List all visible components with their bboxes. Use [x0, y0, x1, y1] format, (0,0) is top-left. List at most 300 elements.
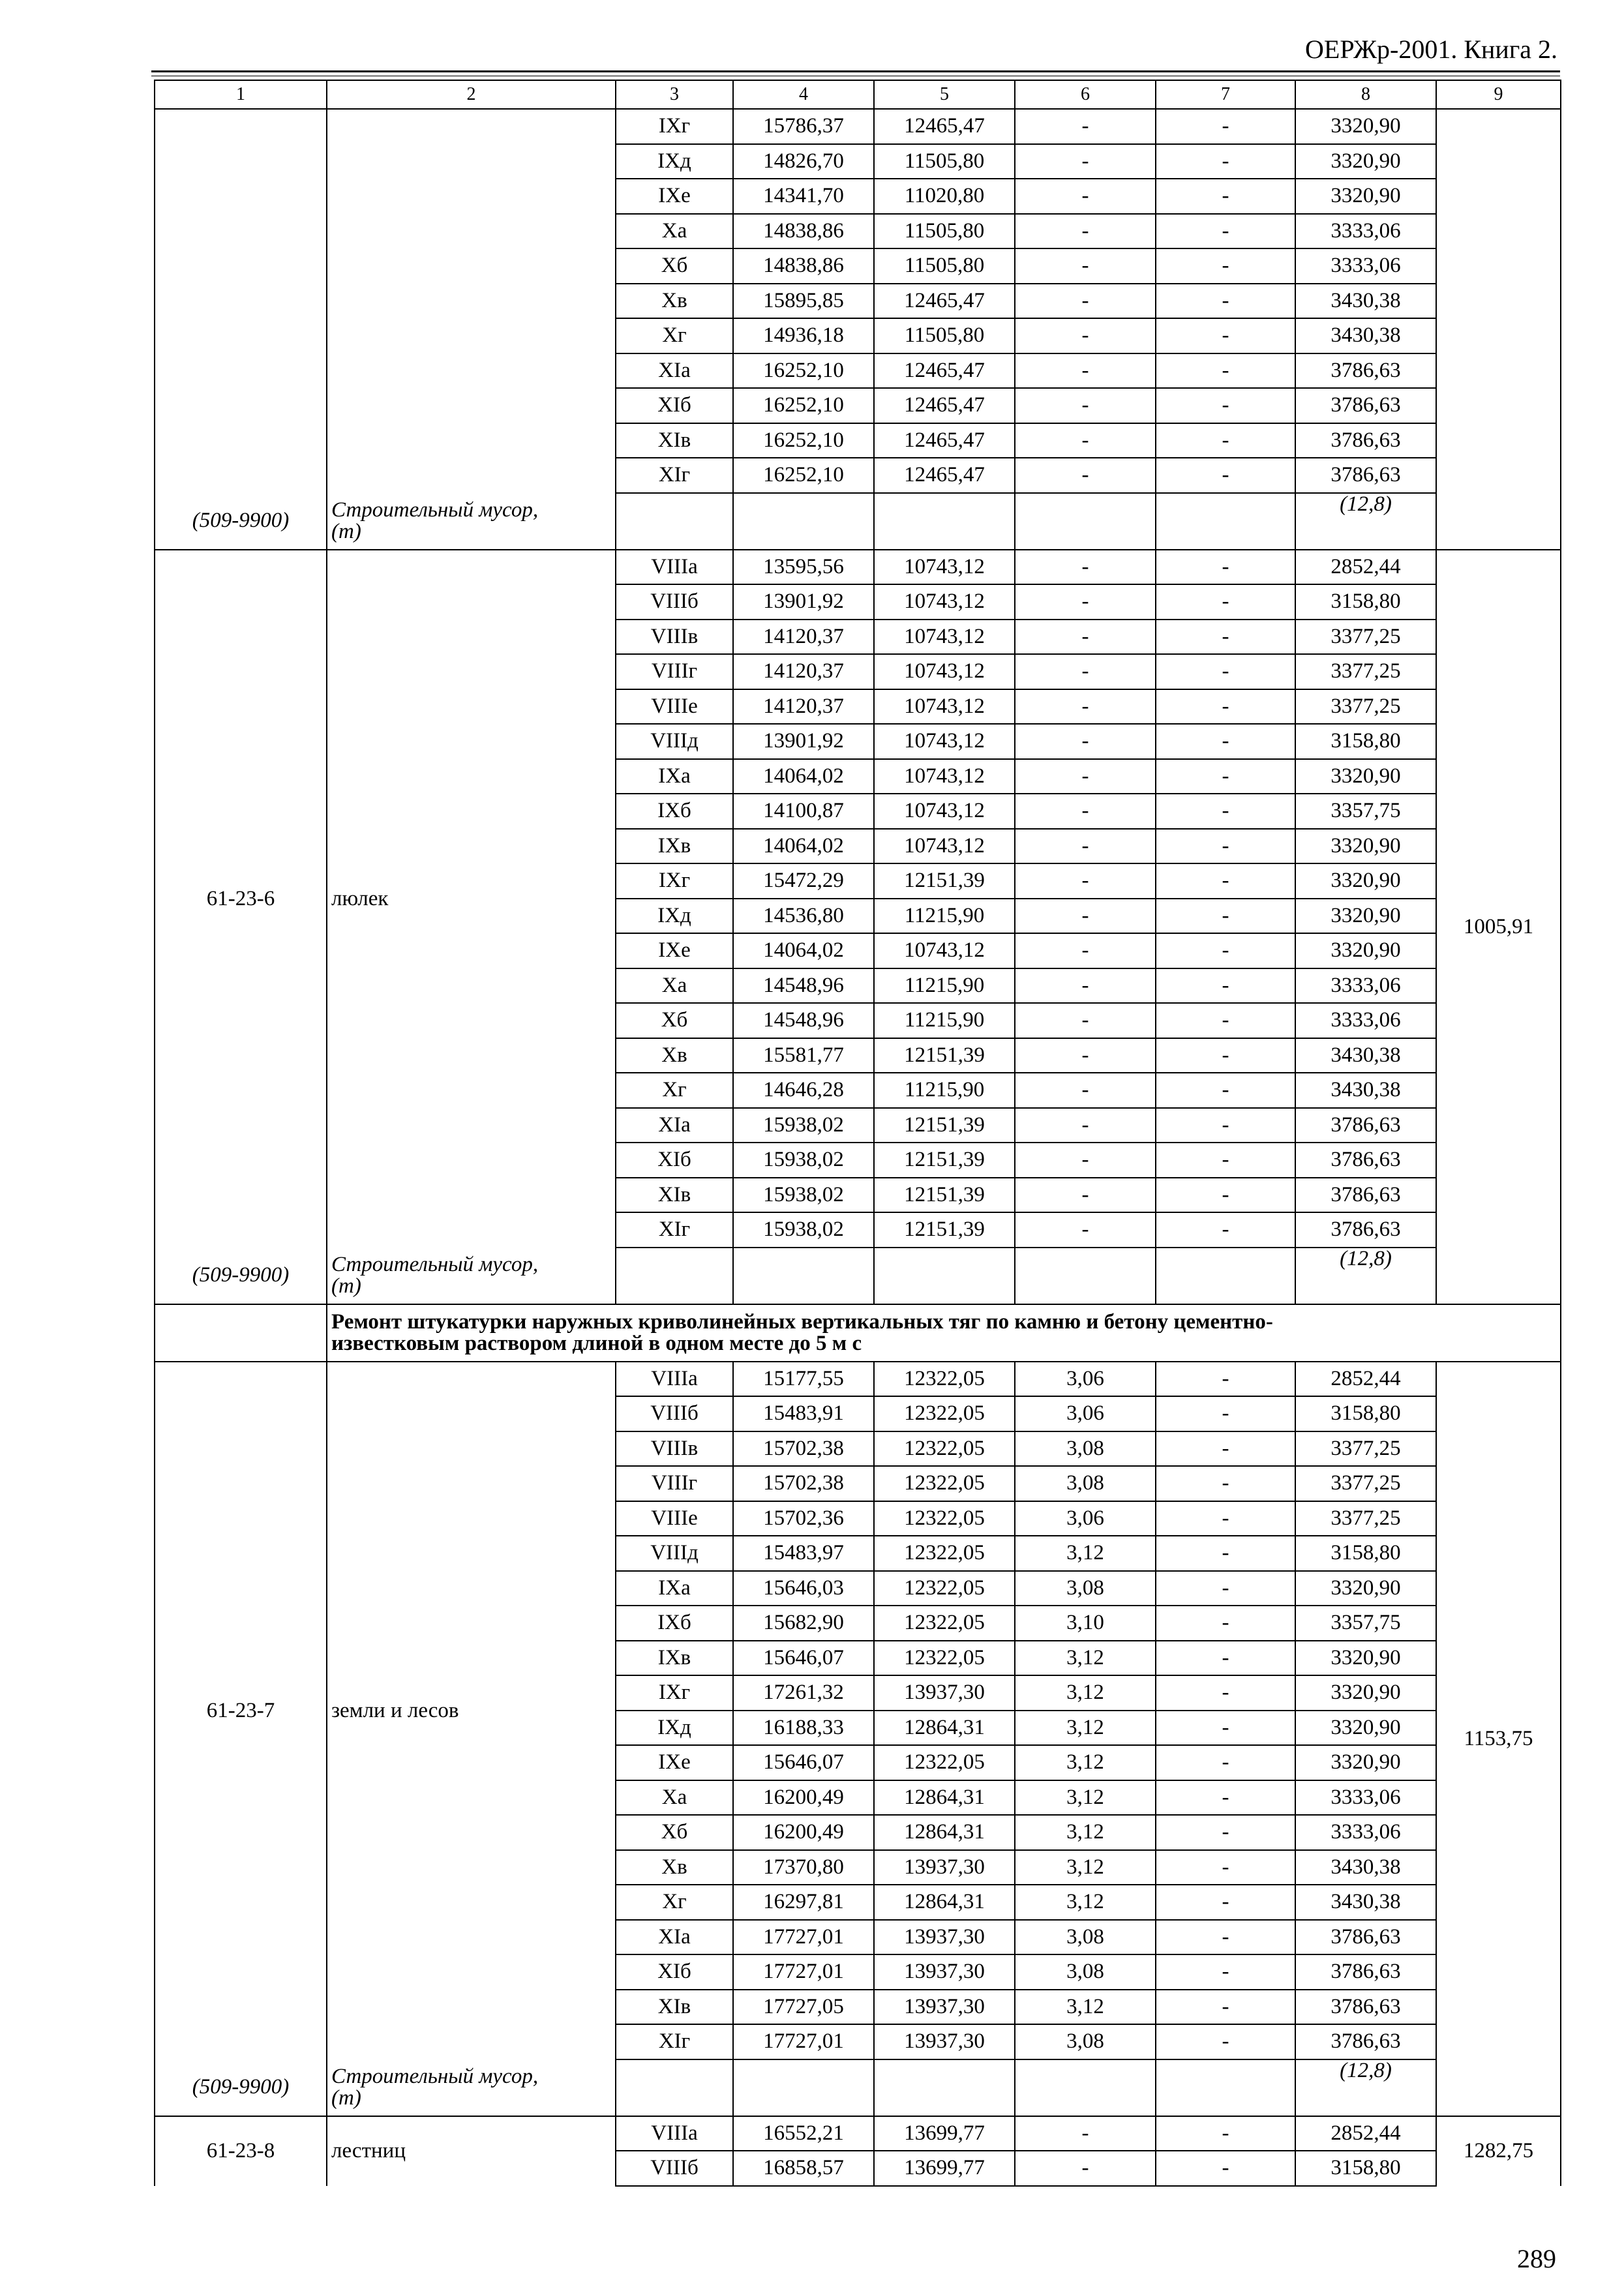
- price-value: 12151,39: [874, 1212, 1015, 1248]
- column-number: 9: [1436, 80, 1561, 109]
- price-value: -: [1156, 724, 1295, 759]
- price-value: 14826,70: [733, 144, 874, 179]
- price-group: IXе: [616, 933, 733, 968]
- price-value: -: [1156, 1920, 1295, 1955]
- price-value: -: [1156, 1431, 1295, 1467]
- price-value: 3320,90: [1295, 899, 1436, 934]
- empty-cell: [616, 1248, 733, 1304]
- price-value: -: [1156, 1501, 1295, 1536]
- price-value: 3430,38: [1295, 318, 1436, 353]
- price-value: -: [1156, 654, 1295, 689]
- empty-cell: [874, 2059, 1015, 2116]
- price-value: 12151,39: [874, 1178, 1015, 1213]
- empty-cell: [616, 2059, 733, 2116]
- price-value: 14064,02: [733, 759, 874, 794]
- price-group: Xв: [616, 284, 733, 319]
- price-group: IXд: [616, 1711, 733, 1746]
- price-value: -: [1156, 759, 1295, 794]
- price-value: 3,06: [1015, 1501, 1156, 1536]
- price-value: 12465,47: [874, 423, 1015, 458]
- price-group: XIа: [616, 1920, 733, 1955]
- price-value: 14536,80: [733, 899, 874, 934]
- price-value: 3,12: [1015, 1990, 1156, 2025]
- price-value: 3,08: [1015, 2024, 1156, 2059]
- price-value: 15646,07: [733, 1641, 874, 1676]
- price-value: 16200,49: [733, 1780, 874, 1816]
- item-name: [327, 109, 616, 493]
- price-value: 12322,05: [874, 1641, 1015, 1676]
- price-value: 3158,80: [1295, 2151, 1436, 2186]
- price-value: 13937,30: [874, 1990, 1015, 2025]
- price-value: -: [1015, 353, 1156, 389]
- price-value: 16252,10: [733, 458, 874, 493]
- price-group: VIIIб: [616, 1396, 733, 1431]
- price-value: 3333,06: [1295, 968, 1436, 1004]
- price-value: 15938,02: [733, 1178, 874, 1213]
- empty-cell: [1156, 493, 1295, 550]
- price-value: 12322,05: [874, 1571, 1015, 1606]
- price-value: 10743,12: [874, 654, 1015, 689]
- debris-label-text: Строительный мусор,: [331, 498, 539, 522]
- price-value: -: [1015, 179, 1156, 214]
- price-value: 14838,86: [733, 214, 874, 249]
- price-value: -: [1156, 1362, 1295, 1397]
- price-group: IXб: [616, 1606, 733, 1641]
- price-value: -: [1015, 1038, 1156, 1073]
- price-value: -: [1156, 1990, 1295, 2025]
- price-value: 15895,85: [733, 284, 874, 319]
- price-value: 12465,47: [874, 458, 1015, 493]
- price-value: -: [1156, 1571, 1295, 1606]
- price-value: 3320,90: [1295, 144, 1436, 179]
- price-value: 3377,25: [1295, 1431, 1436, 1467]
- price-group: XIб: [616, 1954, 733, 1990]
- price-value: 12322,05: [874, 1466, 1015, 1501]
- price-value: 16200,49: [733, 1815, 874, 1850]
- price-value: -: [1156, 620, 1295, 655]
- debris-code: (509-9900): [155, 493, 327, 550]
- price-group: VIIIг: [616, 1466, 733, 1501]
- price-value: -: [1015, 248, 1156, 284]
- extra-value: 1005,91: [1436, 550, 1561, 1304]
- price-value: 17370,80: [733, 1850, 874, 1885]
- price-value: 3320,90: [1295, 933, 1436, 968]
- empty-cell: [874, 493, 1015, 550]
- item-name: люлек: [327, 550, 616, 1248]
- price-value: 13937,30: [874, 1920, 1015, 1955]
- price-value: -: [1156, 458, 1295, 493]
- price-value: -: [1015, 388, 1156, 423]
- price-value: 3786,63: [1295, 353, 1436, 389]
- price-value: -: [1156, 1003, 1295, 1038]
- price-value: 3430,38: [1295, 1885, 1436, 1920]
- price-group: Xа: [616, 214, 733, 249]
- price-group: VIIIд: [616, 1536, 733, 1571]
- price-value: 3,10: [1015, 1606, 1156, 1641]
- price-value: 14120,37: [733, 620, 874, 655]
- price-group: IXд: [616, 144, 733, 179]
- debris-label: [327, 2059, 616, 2116]
- price-value: 12465,47: [874, 388, 1015, 423]
- debris-unit: (т): [331, 2086, 361, 2110]
- price-value: 10743,12: [874, 584, 1015, 620]
- price-value: 3,12: [1015, 1675, 1156, 1711]
- price-value: 3333,06: [1295, 1815, 1436, 1850]
- price-value: 11215,90: [874, 1073, 1015, 1108]
- price-value: 15786,37: [733, 109, 874, 144]
- price-value: 10743,12: [874, 829, 1015, 864]
- price-value: 3320,90: [1295, 1571, 1436, 1606]
- price-value: 12322,05: [874, 1745, 1015, 1780]
- price-value: -: [1156, 109, 1295, 144]
- price-group: IXг: [616, 863, 733, 899]
- price-value: 3,12: [1015, 1641, 1156, 1676]
- price-value: -: [1015, 423, 1156, 458]
- price-value: 3,06: [1015, 1396, 1156, 1431]
- item-code: 61-23-7: [155, 1362, 327, 2059]
- price-value: -: [1156, 1108, 1295, 1143]
- price-group: VIIIг: [616, 654, 733, 689]
- extra-value: [1436, 109, 1561, 550]
- price-value: -: [1156, 968, 1295, 1004]
- price-value: 15472,29: [733, 863, 874, 899]
- price-value: 11505,80: [874, 248, 1015, 284]
- price-value: -: [1015, 1143, 1156, 1178]
- price-value: 16252,10: [733, 423, 874, 458]
- debris-label-text: Строительный мусор,: [331, 1252, 539, 1276]
- price-value: 13937,30: [874, 1675, 1015, 1711]
- price-group: Xв: [616, 1038, 733, 1073]
- price-value: 12864,31: [874, 1885, 1015, 1920]
- price-value: 3357,75: [1295, 1606, 1436, 1641]
- price-value: -: [1156, 1466, 1295, 1501]
- price-value: -: [1015, 284, 1156, 319]
- price-value: 14548,96: [733, 1003, 874, 1038]
- item-name: лестниц: [327, 2116, 616, 2186]
- price-value: 3,08: [1015, 1954, 1156, 1990]
- debris-code: (509-9900): [155, 2059, 327, 2116]
- price-value: 3430,38: [1295, 1850, 1436, 1885]
- price-value: 3158,80: [1295, 584, 1436, 620]
- price-value: 12465,47: [874, 109, 1015, 144]
- debris-row: [155, 2059, 1561, 2116]
- price-value: -: [1015, 899, 1156, 934]
- price-group: VIIIв: [616, 1431, 733, 1467]
- column-number: 8: [1295, 80, 1436, 109]
- price-value: -: [1015, 584, 1156, 620]
- price-value: -: [1156, 2024, 1295, 2059]
- price-value: 12322,05: [874, 1431, 1015, 1467]
- item-code: 61-23-8: [155, 2116, 327, 2186]
- empty-cell: [1015, 493, 1156, 550]
- price-value: 12151,39: [874, 1143, 1015, 1178]
- item-code: [155, 109, 327, 493]
- price-value: 3,12: [1015, 1850, 1156, 1885]
- price-value: 12151,39: [874, 1108, 1015, 1143]
- price-value: 3,12: [1015, 1711, 1156, 1746]
- price-value: -: [1156, 899, 1295, 934]
- price-value: -: [1156, 1212, 1295, 1248]
- price-value: 3786,63: [1295, 1108, 1436, 1143]
- table-row: [155, 109, 1561, 144]
- price-value: -: [1156, 1641, 1295, 1676]
- price-value: 17727,01: [733, 1920, 874, 1955]
- price-value: -: [1015, 724, 1156, 759]
- price-value: 2852,44: [1295, 2116, 1436, 2151]
- price-value: 3786,63: [1295, 1920, 1436, 1955]
- price-group: IXе: [616, 1745, 733, 1780]
- empty-cell: [1156, 1248, 1295, 1304]
- price-value: 3430,38: [1295, 1038, 1436, 1073]
- price-value: 11215,90: [874, 968, 1015, 1004]
- price-group: XIг: [616, 1212, 733, 1248]
- price-group: IXг: [616, 1675, 733, 1711]
- price-group: IXе: [616, 179, 733, 214]
- price-value: 14100,87: [733, 794, 874, 829]
- price-value: 3158,80: [1295, 1536, 1436, 1571]
- price-value: 10743,12: [874, 724, 1015, 759]
- column-number-row: [155, 80, 1561, 109]
- price-value: 3786,63: [1295, 388, 1436, 423]
- price-value: 14120,37: [733, 654, 874, 689]
- empty-cell: [733, 1248, 874, 1304]
- empty-cell: [733, 493, 874, 550]
- section-heading-line: известковым раствором длиной в одном месте до 5 м с: [331, 1331, 862, 1355]
- price-value: -: [1156, 933, 1295, 968]
- price-value: 3786,63: [1295, 1178, 1436, 1213]
- extra-value: 1282,75: [1436, 2116, 1561, 2186]
- extra-value: 1153,75: [1436, 1362, 1561, 2116]
- price-value: 13937,30: [874, 2024, 1015, 2059]
- price-value: 10743,12: [874, 794, 1015, 829]
- price-value: -: [1015, 968, 1156, 1004]
- price-value: -: [1015, 1178, 1156, 1213]
- price-value: 3158,80: [1295, 724, 1436, 759]
- price-value: 16552,21: [733, 2116, 874, 2151]
- price-value: -: [1156, 829, 1295, 864]
- price-value: 3333,06: [1295, 1780, 1436, 1816]
- price-group: IXв: [616, 1641, 733, 1676]
- price-value: -: [1015, 933, 1156, 968]
- price-value: -: [1156, 353, 1295, 389]
- price-value: 3333,06: [1295, 214, 1436, 249]
- debris-value: (12,8): [1295, 493, 1436, 550]
- price-value: -: [1015, 109, 1156, 144]
- price-value: -: [1156, 1073, 1295, 1108]
- section-heading-line: Ремонт штукатурки наружных криволинейных вертикальных тяг по камню и бетону цементно-: [331, 1309, 1273, 1334]
- price-value: 14548,96: [733, 968, 874, 1004]
- price-value: -: [1156, 1396, 1295, 1431]
- price-value: 16252,10: [733, 388, 874, 423]
- debris-row: [155, 1248, 1561, 1304]
- price-value: 3,12: [1015, 1536, 1156, 1571]
- price-value: -: [1156, 388, 1295, 423]
- price-value: 3430,38: [1295, 284, 1436, 319]
- price-value: 3430,38: [1295, 1073, 1436, 1108]
- price-value: 3320,90: [1295, 829, 1436, 864]
- debris-row: [155, 493, 1561, 550]
- price-value: 10743,12: [874, 620, 1015, 655]
- price-value: -: [1156, 2151, 1295, 2186]
- price-value: 14064,02: [733, 933, 874, 968]
- price-value: 13937,30: [874, 1850, 1015, 1885]
- price-group: XIа: [616, 1108, 733, 1143]
- section-heading-row: [155, 1304, 1561, 1362]
- price-group: VIIIа: [616, 2116, 733, 2151]
- price-value: 15682,90: [733, 1606, 874, 1641]
- price-value: 3,06: [1015, 1362, 1156, 1397]
- empty-cell: [1015, 1248, 1156, 1304]
- price-value: 12322,05: [874, 1501, 1015, 1536]
- price-value: 17727,01: [733, 1954, 874, 1990]
- price-value: 11020,80: [874, 179, 1015, 214]
- item-name: земли и лесов: [327, 1362, 616, 2059]
- price-value: 14838,86: [733, 248, 874, 284]
- debris-unit: (т): [331, 519, 361, 543]
- table-row: [155, 1362, 1561, 1397]
- price-value: 10743,12: [874, 933, 1015, 968]
- price-value: 10743,12: [874, 689, 1015, 725]
- price-value: -: [1015, 318, 1156, 353]
- price-value: 3,08: [1015, 1920, 1156, 1955]
- price-value: 13901,92: [733, 724, 874, 759]
- column-number: 2: [327, 80, 616, 109]
- price-value: 3786,63: [1295, 1990, 1436, 2025]
- price-value: 12322,05: [874, 1362, 1015, 1397]
- price-group: Xг: [616, 1073, 733, 1108]
- price-value: 16252,10: [733, 353, 874, 389]
- price-value: 3377,25: [1295, 654, 1436, 689]
- price-value: 3,08: [1015, 1431, 1156, 1467]
- column-number: 7: [1156, 80, 1295, 109]
- price-group: VIIIб: [616, 2151, 733, 2186]
- price-value: 3320,90: [1295, 863, 1436, 899]
- price-value: 13699,77: [874, 2151, 1015, 2186]
- price-value: -: [1156, 1038, 1295, 1073]
- price-value: -: [1156, 1178, 1295, 1213]
- price-value: 15938,02: [733, 1108, 874, 1143]
- price-value: 3786,63: [1295, 458, 1436, 493]
- price-group: Xб: [616, 1815, 733, 1850]
- debris-unit: (т): [331, 1274, 361, 1298]
- price-value: -: [1156, 863, 1295, 899]
- price-value: 15483,91: [733, 1396, 874, 1431]
- price-value: -: [1156, 1143, 1295, 1178]
- price-value: 15646,07: [733, 1745, 874, 1780]
- price-group: IXа: [616, 1571, 733, 1606]
- price-value: 15702,36: [733, 1501, 874, 1536]
- price-group: VIIIв: [616, 620, 733, 655]
- price-group: XIв: [616, 423, 733, 458]
- price-value: -: [1156, 318, 1295, 353]
- price-value: -: [1015, 689, 1156, 725]
- price-value: -: [1015, 2116, 1156, 2151]
- price-group: VIIIд: [616, 724, 733, 759]
- price-group: Xб: [616, 1003, 733, 1038]
- price-value: 15938,02: [733, 1212, 874, 1248]
- price-group: Xг: [616, 1885, 733, 1920]
- price-value: 3320,90: [1295, 109, 1436, 144]
- debris-value: (12,8): [1295, 1248, 1436, 1304]
- price-value: -: [1156, 423, 1295, 458]
- price-value: -: [1156, 794, 1295, 829]
- price-value: 15646,03: [733, 1571, 874, 1606]
- price-value: -: [1156, 1745, 1295, 1780]
- debris-code: (509-9900): [155, 1248, 327, 1304]
- price-value: -: [1156, 1815, 1295, 1850]
- price-value: 14064,02: [733, 829, 874, 864]
- price-value: 12151,39: [874, 1038, 1015, 1073]
- price-group: XIа: [616, 353, 733, 389]
- debris-value: (12,8): [1295, 2059, 1436, 2116]
- price-group: IXа: [616, 759, 733, 794]
- price-value: 3,12: [1015, 1815, 1156, 1850]
- price-value: -: [1015, 2151, 1156, 2186]
- price-table: [154, 80, 1561, 2187]
- empty-cell: [1015, 2059, 1156, 2116]
- price-value: -: [1015, 1108, 1156, 1143]
- price-value: 17727,05: [733, 1990, 874, 2025]
- price-value: 16188,33: [733, 1711, 874, 1746]
- price-value: -: [1015, 759, 1156, 794]
- price-value: -: [1015, 144, 1156, 179]
- price-value: 13595,56: [733, 550, 874, 585]
- price-value: 12465,47: [874, 284, 1015, 319]
- price-value: -: [1156, 1711, 1295, 1746]
- price-group: VIIIе: [616, 1501, 733, 1536]
- empty-cell: [155, 1304, 327, 1362]
- price-value: -: [1156, 248, 1295, 284]
- price-group: XIг: [616, 458, 733, 493]
- price-value: 3,08: [1015, 1571, 1156, 1606]
- price-value: 3320,90: [1295, 1745, 1436, 1780]
- price-value: -: [1015, 458, 1156, 493]
- price-value: 3786,63: [1295, 1954, 1436, 1990]
- price-value: 3786,63: [1295, 1143, 1436, 1178]
- price-value: -: [1015, 654, 1156, 689]
- price-value: 16858,57: [733, 2151, 874, 2186]
- column-number: 3: [616, 80, 733, 109]
- price-value: 10743,12: [874, 759, 1015, 794]
- empty-cell: [1156, 2059, 1295, 2116]
- price-value: -: [1015, 1212, 1156, 1248]
- price-value: 12322,05: [874, 1536, 1015, 1571]
- price-value: -: [1156, 1885, 1295, 1920]
- price-value: -: [1156, 284, 1295, 319]
- table-row: [155, 2116, 1561, 2151]
- price-value: -: [1156, 2116, 1295, 2151]
- price-value: 15702,38: [733, 1466, 874, 1501]
- price-value: 14341,70: [733, 179, 874, 214]
- price-group: XIб: [616, 388, 733, 423]
- price-value: 3320,90: [1295, 1641, 1436, 1676]
- debris-label: [327, 1248, 616, 1304]
- price-value: -: [1156, 584, 1295, 620]
- table-row: [155, 550, 1561, 585]
- price-group: IXд: [616, 899, 733, 934]
- document-title: ОЕРЖр-2001. Книга 2.: [1305, 35, 1557, 64]
- price-value: -: [1015, 829, 1156, 864]
- price-group: Xа: [616, 1780, 733, 1816]
- price-value: 3377,25: [1295, 689, 1436, 725]
- price-value: 3320,90: [1295, 179, 1436, 214]
- price-value: -: [1156, 1954, 1295, 1990]
- price-value: 11505,80: [874, 318, 1015, 353]
- price-group: IXб: [616, 794, 733, 829]
- price-value: 3320,90: [1295, 1675, 1436, 1711]
- price-value: 15177,55: [733, 1362, 874, 1397]
- price-value: 11215,90: [874, 899, 1015, 934]
